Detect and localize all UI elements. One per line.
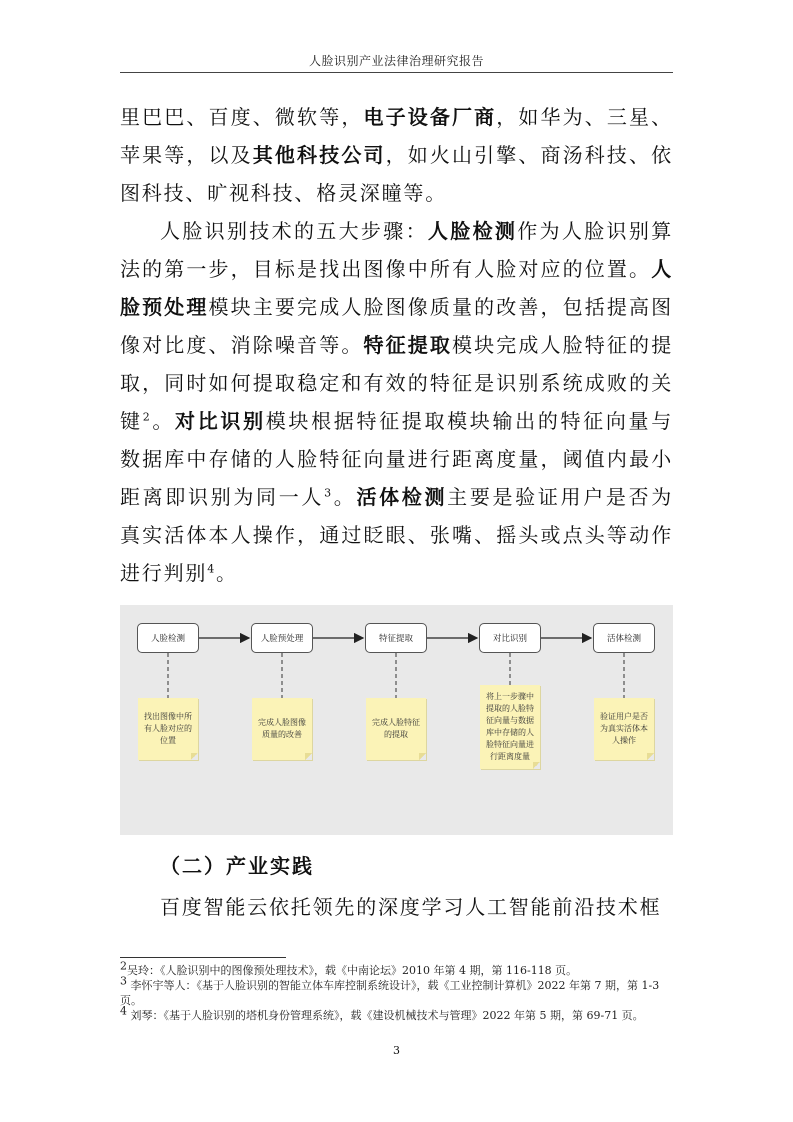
- text-run: 。: [216, 561, 238, 585]
- note-face-preprocessing: 完成人脸图像质量的改善: [252, 698, 312, 760]
- text-run: 模块完成人脸特征的提取，同时如何提取稳定和有效的特征是识别系统成败的关键: [120, 333, 673, 433]
- footnote-ref-2[interactable]: 2: [142, 410, 152, 424]
- step-comparison: 对比识别: [479, 623, 541, 653]
- text-run: 模块主要完成人脸图像质量的改善，包括提高图像对比度、消除噪音等。: [120, 295, 673, 357]
- note-liveness-detection: 验证用户是否为真实活体本人操作: [594, 698, 654, 760]
- note-comparison: 将上一步骤中提取的人脸特征向量与数据库中存储的人脸特征向量进行距离度量: [480, 685, 540, 769]
- paragraph-3: 百度智能云依托领先的深度学习人工智能前沿技术框: [160, 895, 662, 919]
- footnote-4: [120, 1004, 673, 1023]
- footnote-mark: 4: [120, 1004, 127, 1018]
- step-face-preprocessing: 人脸预处理: [251, 623, 313, 653]
- footnote-mark: 3: [120, 974, 127, 988]
- footnote-3: [120, 974, 673, 1008]
- face-recognition-flow-diagram: [120, 605, 673, 835]
- keyword-electronics-makers: 电子设备厂商: [363, 105, 497, 129]
- text-run: ，如华为、三星、苹果等，以及: [120, 105, 673, 167]
- keyword-face-detection: 人脸检测: [427, 219, 518, 243]
- step-face-detection: 人脸检测: [137, 623, 199, 653]
- footnote-2: [120, 959, 673, 978]
- footnote-rule: [120, 957, 286, 958]
- keyword-comparison: 对比识别: [175, 409, 266, 433]
- note-face-detection: 找出图像中所有人脸对应的位置: [138, 698, 198, 760]
- footnote-ref-4[interactable]: 4: [207, 562, 217, 576]
- footnote-text: 吴玲：《人脸识别中的图像预处理技术》，载《中南论坛》2010 年第 4 期，第 116-118 页。: [127, 964, 578, 977]
- header-rule: [120, 72, 673, 73]
- section-heading: （二）产业实践: [160, 854, 314, 878]
- footnote-mark: 2: [120, 959, 127, 973]
- step-feature-extraction: 特征提取: [365, 623, 427, 653]
- running-header: 人脸识别产业法律治理研究报告: [308, 54, 484, 68]
- text-run: 主要是验证用户是否为真实活体本人操作，通过眨眼、张嘴、摇头或点头等动作进行判别: [120, 485, 674, 585]
- text-run: ，如火山引擎、商汤科技、依图科技、旷视科技、格灵深瞳等。: [120, 143, 673, 205]
- footnotes: [120, 959, 673, 1023]
- footnote-text: 李怀宇等人：《基于人脸识别的智能立体车库控制系统设计》，载《工业控制计算机》2022 年第 7 期，第 1-3 页。: [120, 979, 660, 1007]
- keyword-feature-extraction: 特征提取: [363, 333, 452, 357]
- keyword-other-tech-companies: 其他科技公司: [252, 143, 386, 167]
- text-run: 作为人脸识别算法的第一步，目标是找出图像中所有人脸对应的位置。: [120, 219, 673, 281]
- footnote-ref-3[interactable]: 3: [324, 486, 333, 500]
- text-run: 。: [332, 485, 357, 509]
- body-text: [120, 98, 673, 592]
- text-run: 模块根据特征提取模块输出的特征向量与数据库中存储的人脸特征向量进行距离度量，阈值内最小距离即识别为同一人: [120, 409, 673, 509]
- step-liveness-detection: 活体检测: [593, 623, 655, 653]
- text-run: 。: [151, 409, 176, 433]
- text-run: 里巴巴、百度、微软等，: [120, 105, 364, 129]
- keyword-face-preprocessing: 人脸预处理: [120, 257, 673, 319]
- note-feature-extraction: 完成人脸特征的提取: [366, 698, 426, 760]
- footnote-text: 刘琴：《基于人脸识别的塔机身份管理系统》，载《建设机械技术与管理》2022 年第 5 期，第 69-71 页。: [130, 1009, 644, 1022]
- keyword-liveness-detection: 活体检测: [356, 485, 448, 509]
- page-number: 3: [393, 1044, 400, 1057]
- paragraph-2: [120, 212, 673, 592]
- paragraph-1: [120, 98, 673, 212]
- text-run: 人脸识别技术的五大步骤：: [160, 219, 428, 243]
